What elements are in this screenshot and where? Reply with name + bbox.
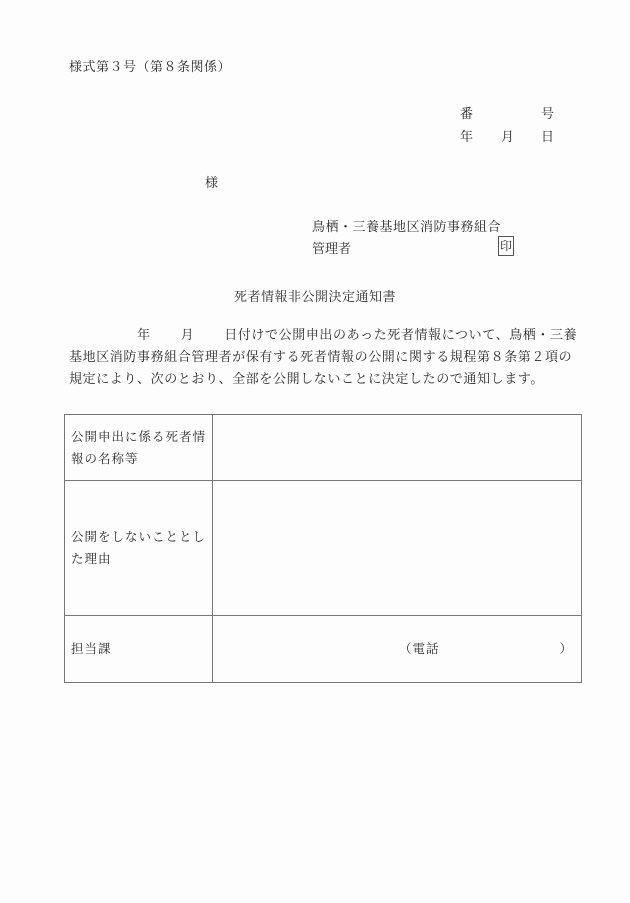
date-month-label: 月 (501, 130, 515, 145)
document-title: 死者情報非公開決定通知書 (233, 290, 396, 305)
record-name-field[interactable] (213, 415, 582, 481)
reference-number-suffix: 号 (541, 107, 555, 122)
seal-stamp-box: 印 (498, 236, 514, 256)
department-field[interactable] (213, 616, 582, 683)
table-row-reason (65, 481, 582, 616)
reason-label: 公開をしないこととした理由 (65, 481, 213, 616)
date-day-label: 日 (541, 130, 555, 145)
addressee-honorific: 様 (205, 176, 219, 191)
phone-close-paren: ） (559, 641, 573, 656)
form-number: 様式第３号（第８条関係） (69, 60, 232, 75)
sender-title: 管理者 (312, 242, 352, 257)
body-year-label: 年 (137, 328, 151, 343)
notice-body-line-1 (69, 325, 584, 347)
date-year-label: 年 (460, 130, 474, 145)
notice-body (69, 325, 584, 391)
phone-label: （電話 (399, 641, 440, 656)
notice-body-line-3: 規定により、次のとおり、全部を公開しないことに決定したので通知します。 (69, 372, 544, 387)
table-row-record-name (65, 415, 582, 481)
reason-field[interactable] (213, 481, 582, 616)
department-label: 担当課 (65, 616, 213, 683)
decision-details-table (64, 414, 582, 683)
notice-body-line-2: 基地区消防事務組合管理者が保有する死者情報の公開に関する規程第８条第２項の (69, 350, 573, 365)
sender-organization: 鳥栖・三養基地区消防事務組合 (312, 220, 502, 235)
record-name-label: 公開申出に係る死者情報の名称等 (65, 415, 213, 481)
reference-number-label: 番 (460, 107, 474, 122)
body-month-label: 月 (180, 328, 195, 343)
body-line-1-text: 日付けで公開申出のあった死者情報について、鳥栖・三養 (224, 328, 578, 343)
table-row-department (65, 616, 582, 683)
